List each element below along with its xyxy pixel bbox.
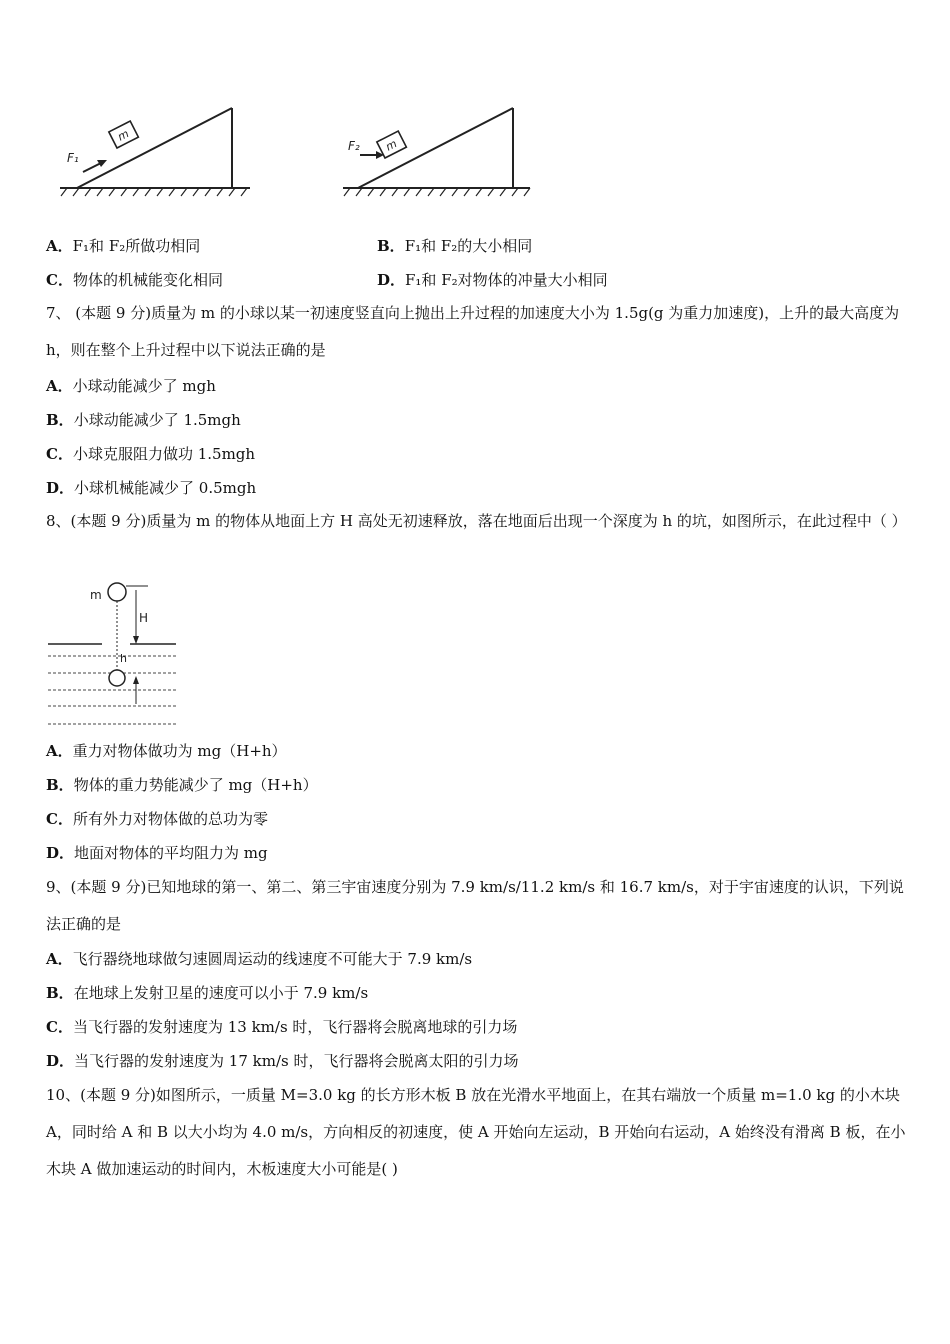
q9-option-c[interactable]: C．当飞行器的发射速度为 13 km/s 时，飞行器将会脱离地球的引力场: [46, 1018, 518, 1036]
force-f2-label: F₂: [348, 139, 360, 153]
block-mass-label: m: [383, 137, 399, 154]
falling-object-figure: [48, 578, 183, 730]
q8-option-c[interactable]: C．所有外力对物体做的总功为零: [46, 810, 268, 828]
q6-option-d[interactable]: D．F₁和 F₂对物体的冲量大小相同: [377, 271, 608, 289]
depth-label: h: [120, 652, 127, 665]
q7-option-d[interactable]: D．小球机械能减少了 0.5mgh: [46, 479, 257, 497]
height-label: H: [139, 611, 149, 625]
incline-figure-f2: [338, 100, 538, 205]
q6-option-a[interactable]: A．F₁和 F₂所做功相同: [46, 237, 201, 255]
q7-option-c[interactable]: C．小球克服阻力做功 1.5mgh: [46, 445, 256, 463]
q10-stem: 10、(本题 9 分)如图所示，一质量 M=3.0 kg 的长方形木板 B 放在光滑水平地面上，在其右端放一个质量 m=1.0 kg 的小木块 A，同时给 A 和 B 以大小均为 4.0 m/s，方向相反的初速度，使 A 开始向左运动，B 开始向右运动，A 始终没有滑离 B 板，在小木块 A 做加速运动的时间内，木板速度大小可能是( ): [46, 1086, 906, 1178]
q8-option-a[interactable]: A．重力对物体做功为 mg（H+h）: [46, 742, 287, 760]
q7-option-b[interactable]: B．小球动能减少了 1.5mgh: [46, 411, 241, 429]
mass-label: m: [90, 588, 102, 602]
q9-stem: 9、(本题 9 分)已知地球的第一、第二、第三宇宙速度分别为 7.9 km/s/11.2 km/s 和 16.7 km/s，对于宇宙速度的认识，下列说法正确的是: [46, 878, 904, 933]
incline-figure-f1: [55, 100, 255, 205]
q8-option-d[interactable]: D．地面对物体的平均阻力为 mg: [46, 844, 268, 862]
q7-option-a[interactable]: A．小球动能减少了 mgh: [46, 377, 216, 395]
q7-stem: 7、 (本题 9 分)质量为 m 的小球以某一初速度竖直向上抛出上升过程的加速度大小为 1.5g(g 为重力加速度)，上升的最大高度为 h，则在整个上升过程中以下说法正确的是: [46, 304, 900, 359]
q9-option-d[interactable]: D．当飞行器的发射速度为 17 km/s 时，飞行器将会脱离太阳的引力场: [46, 1052, 519, 1070]
q9-option-b[interactable]: B．在地球上发射卫星的速度可以小于 7.9 km/s: [46, 984, 369, 1002]
block-mass-label: m: [115, 127, 131, 144]
q6-option-c[interactable]: C．物体的机械能变化相同: [46, 271, 223, 289]
q6-option-b[interactable]: B．F₁和 F₂的大小相同: [377, 237, 533, 255]
q8-stem: 8、(本题 9 分)质量为 m 的物体从地面上方 H 高处无初速释放，落在地面后出现一个深度为 h 的坑，如图所示，在此过程中（ ）: [46, 512, 907, 530]
force-f1-label: F₁: [67, 151, 79, 165]
q8-option-b[interactable]: B．物体的重力势能减少了 mg（H+h）: [46, 776, 318, 794]
q9-option-a[interactable]: A．飞行器绕地球做匀速圆周运动的线速度不可能大于 7.9 km/s: [46, 950, 473, 968]
